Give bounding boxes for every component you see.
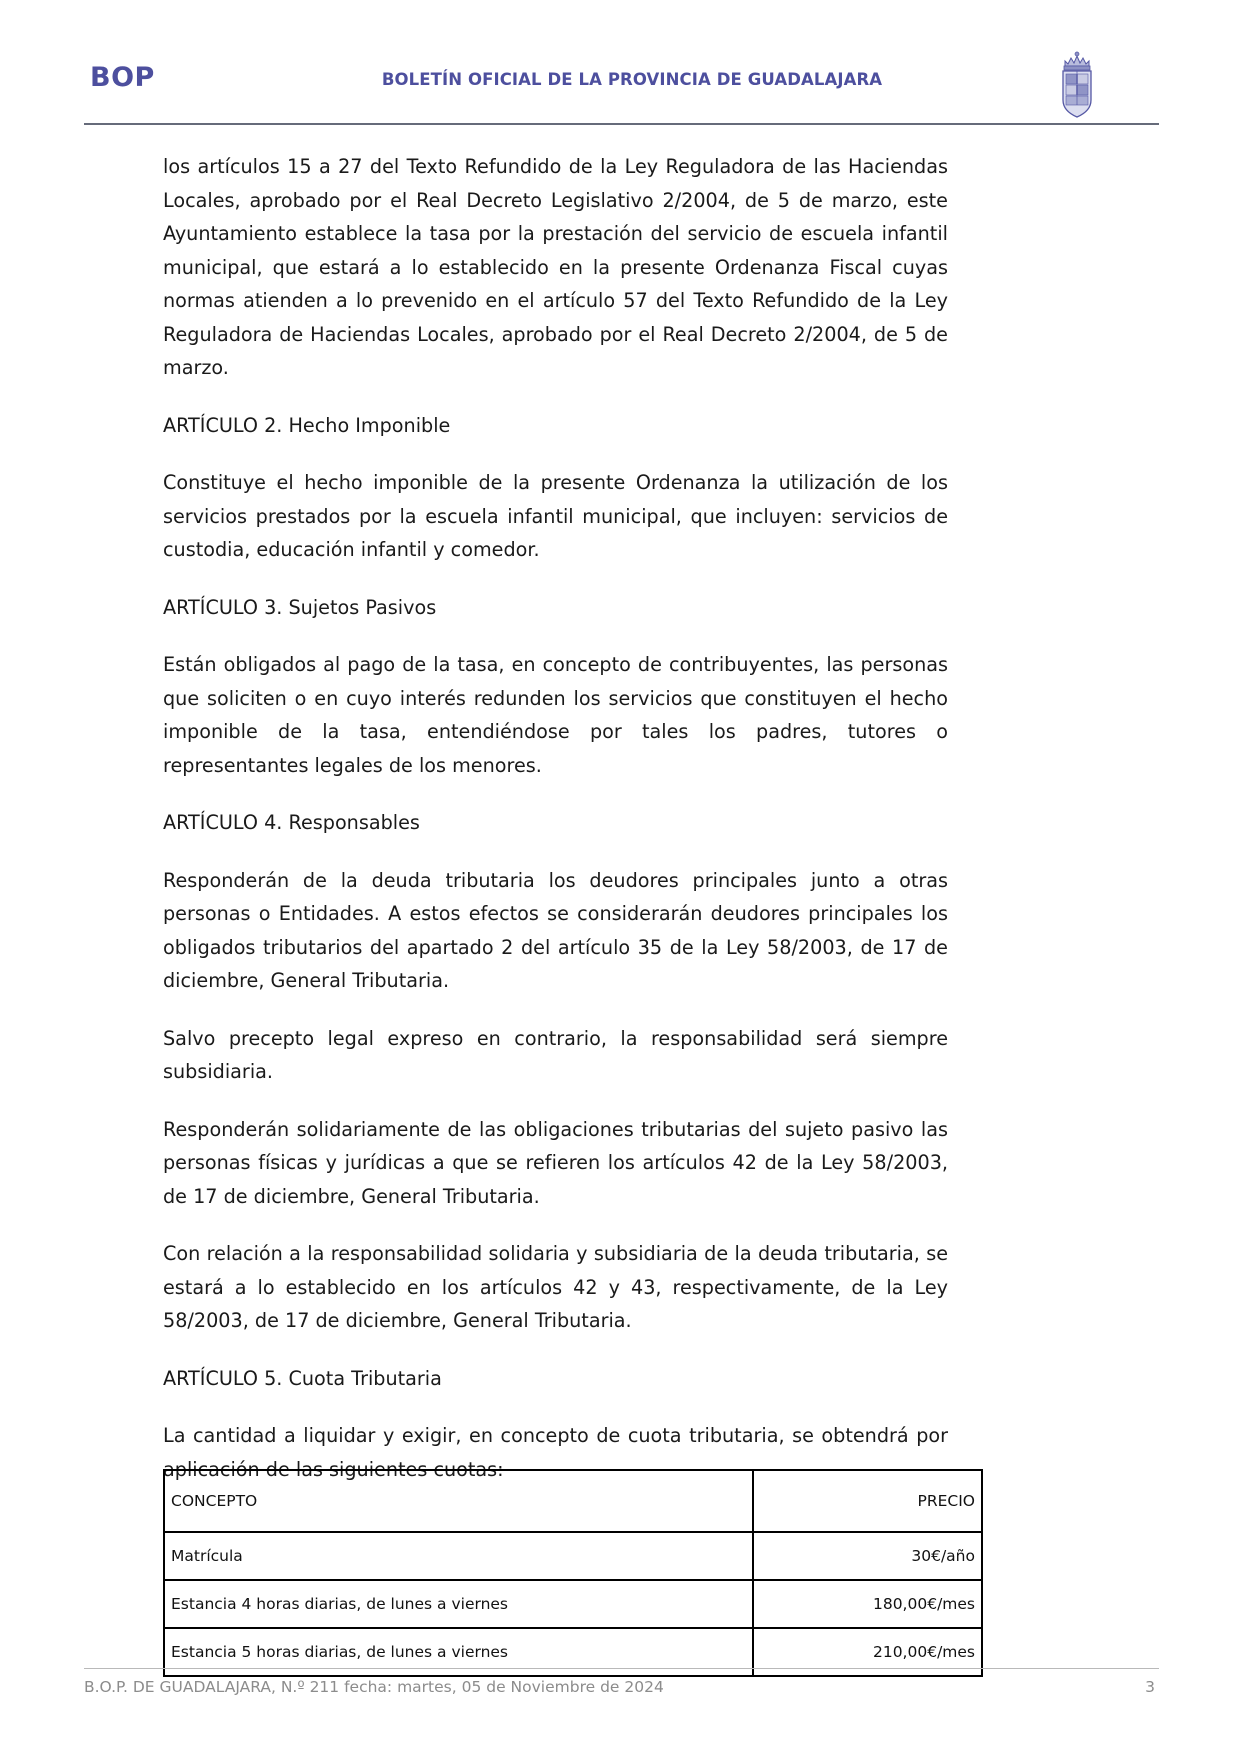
body-paragraph: Con relación a la responsabilidad solidaria y subsidiaria de la deuda tributaria, se estará a lo establecido en los artículos 42 y 43, respectivamente, de la Ley 58/2003, de 17 de diciembre, General Tributaria. [163,1242,948,1332]
footer-publication-info: B.O.P. DE GUADALAJARA, N.º 211 fecha: martes, 05 de Noviembre de 2024 [84,1678,664,1696]
table-cell-price: 180,00€/mes [753,1580,982,1628]
page-header [84,44,1159,122]
table-header-row [164,1470,982,1532]
article-heading: ARTÍCULO 2. Hecho Imponible [163,413,451,437]
coat-of-arms-icon [1055,48,1099,120]
bulletin-title: BOLETÍN OFICIAL DE LA PROVINCIA DE GUADALAJARA [381,70,883,89]
body-paragraph: Constituye el hecho imponible de la presente Ordenanza la utilización de los servicios prestados por la escuela infantil municipal, que incluyen: servicios de custodia, educación infantil y comedor. [163,471,948,561]
body-paragraph: Están obligados al pago de la tasa, en concepto de contribuyentes, las personas que soliciten o en cuyo interés redunden los servicios que constituyen el hecho imponible de la tasa, entendiéndose por tales los padres, tutores o representantes legales de los menores. [163,653,948,777]
body-paragraph: Salvo precepto legal expreso en contrario, la responsabilidad será siempre subsidiaria. [163,1026,948,1083]
page-footer [84,1678,1159,1706]
table-cell-concept: Estancia 5 horas diarias, de lunes a viernes [164,1628,753,1676]
table-cell-concept: Matrícula [164,1532,753,1580]
footer-divider [84,1668,1159,1669]
table-header-price: PRECIO [753,1470,982,1532]
table-cell-concept: Estancia 4 horas diarias, de lunes a viernes [164,1580,753,1628]
table-row [164,1580,982,1628]
article-heading: ARTÍCULO 4. Responsables [163,811,420,834]
body-paragraph: los artículos 15 a 27 del Texto Refundido de la Ley Reguladora de las Haciendas Locales, aprobado por el Real Decreto Legislativo 2/2004, de 5 de marzo, este Ayuntamiento establece la tasa por la prestación del servicio de escuela infantil municipal, que estará a lo establecido en la presente Ordenanza Fiscal cuyas normas atienden a lo prevenido en el artículo 57 del Texto Refundido de la Ley Reguladora de Haciendas Locales, aprobado por el Real Decreto 2/2004, de 5 de marzo. [163,155,948,379]
footer-page-number: 3 [1145,1678,1155,1696]
table-row [164,1532,982,1580]
article-heading: ARTÍCULO 5. Cuota Tributaria [163,1366,442,1390]
bop-logo-text: BOP [90,62,155,93]
document-body [163,150,948,1510]
body-paragraph: La cantidad a liquidar y exigir, en concepto de cuota tributaria, se obtendrá por aplicación de las siguientes cuotas: [163,1424,948,1481]
table-cell-price: 210,00€/mes [753,1628,982,1676]
body-paragraph: Responderán solidariamente de las obligaciones tributarias del sujeto pasivo las personas físicas y jurídicas a que se refieren los artículos 42 de la Ley 58/2003, de 17 de diciembre, General Tributaria. [163,1117,948,1208]
article-heading: ARTÍCULO 3. Sujetos Pasivos [163,595,437,619]
fee-table [163,1469,983,1677]
header-divider [84,123,1159,125]
table-header-concept: CONCEPTO [164,1470,753,1532]
body-paragraph: Responderán de la deuda tributaria los deudores principales junto a otras personas o Entidades. A estos efectos se considerarán deudores principales los obligados tributarios del apartado 2 del artículo 35 de la Ley 58/2003, de 17 de diciembre, General Tributaria. [163,868,948,992]
table-cell-price: 30€/año [753,1532,982,1580]
fee-table-container [163,1469,975,1677]
